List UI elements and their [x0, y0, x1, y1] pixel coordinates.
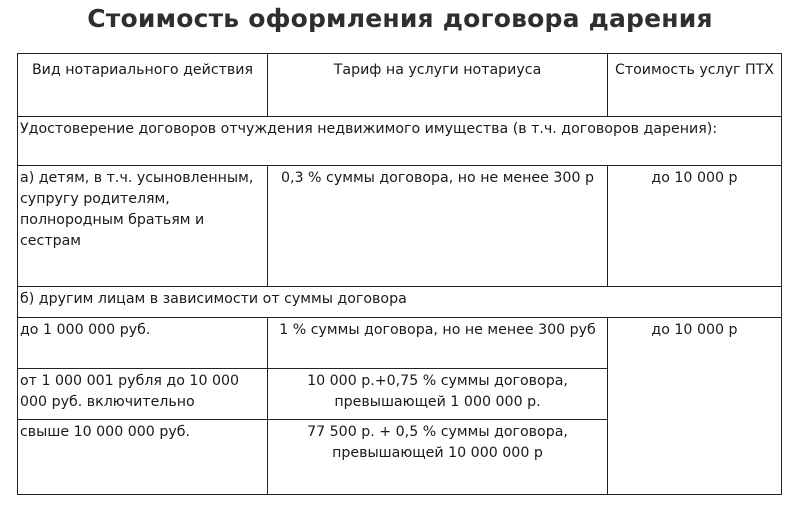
row-b1-tariff: 1 % суммы договора, но не менее 300 руб	[268, 318, 608, 369]
header-action: Вид нотариального действия	[18, 54, 268, 117]
section-row-a	[18, 117, 782, 166]
header-row	[18, 54, 782, 117]
header-pth: Стоимость услуг ПТХ	[608, 54, 782, 117]
notary-fees-table	[17, 53, 782, 495]
rows-b-pth: до 10 000 р	[608, 318, 782, 495]
section-row-b	[18, 287, 782, 318]
page-title: Стоимость оформления договора дарения	[87, 4, 713, 33]
section-b-cell: б) другим лицам в зависимости от суммы договора	[18, 287, 782, 318]
row-a-pth: до 10 000 р	[608, 166, 782, 287]
header-tariff: Тариф на услуги нотариуса	[268, 54, 608, 117]
section-a-cell: Удостоверение договоров отчуждения недвижимого имущества (в т.ч. договоров дарения):	[18, 117, 782, 166]
row-b3-tariff: 77 500 р. + 0,5 % суммы договора, превышающей 10 000 000 р	[268, 420, 608, 495]
table-row	[18, 166, 782, 287]
row-b1-action: до 1 000 000 руб.	[18, 318, 268, 369]
row-b2-action: от 1 000 001 рубля до 10 000 000 руб. включительно	[18, 369, 268, 420]
row-b2-tariff: 10 000 р.+0,75 % суммы договора, превышающей 1 000 000 р.	[268, 369, 608, 420]
row-a-action: а) детям, в т.ч. усыновленным, супругу родителям, полнородным братьям и сестрам	[18, 166, 268, 287]
row-a-tariff: 0,3 % суммы договора, но не менее 300 р	[268, 166, 608, 287]
row-b3-action: свыше 10 000 000 руб.	[18, 420, 268, 495]
table-row	[18, 318, 782, 369]
